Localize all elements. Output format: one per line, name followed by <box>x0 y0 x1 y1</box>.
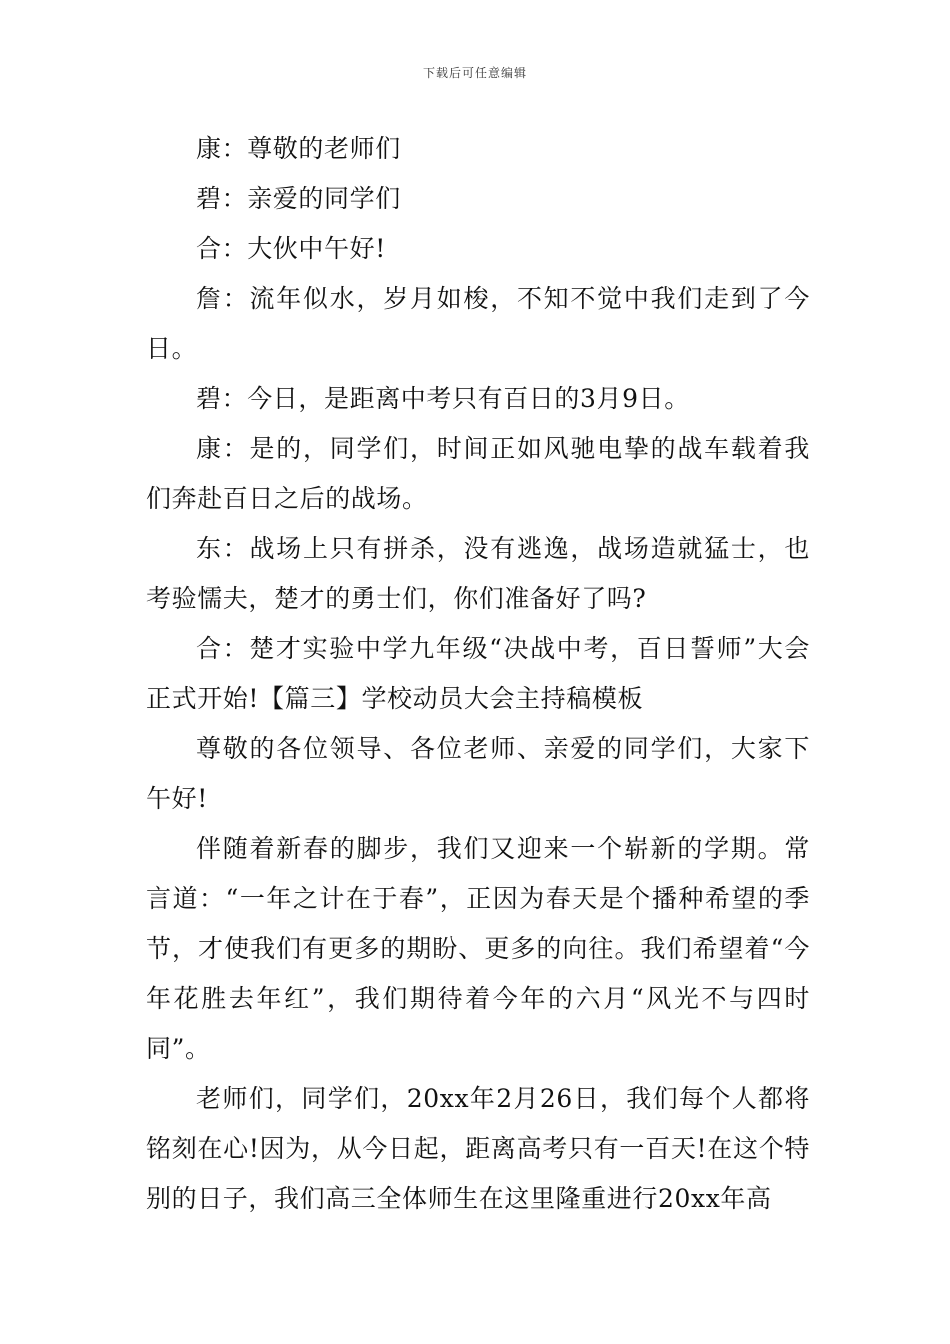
page-header: 下载后可任意编辑 <box>422 66 527 80</box>
paragraph: 詹：流年似水，岁月如梭，不知不觉中我们走到了今日。 <box>146 284 810 363</box>
paragraph: 碧：今日，是距离中考只有百日的3月9日。 <box>196 384 690 413</box>
paragraph: 康：尊敬的老师们 <box>196 134 401 163</box>
paragraph: 康：是的，同学们，时间正如风驰电挚的战车载着我们奔赴百日之后的战场。 <box>146 434 810 513</box>
paragraph: 伴随着新春的脚步，我们又迎来一个崭新的学期。常言道：“一年之计在于春”，正因为春天是个播种希望的季节，才使我们有更多的期盼、更多的向往。我们希望着“今年花胜去年红”，我们期待着今年的六月“风光不与四时同”。 <box>146 834 810 1063</box>
paragraph: 老师们，同学们，20xx年2月26日，我们每个人都将铭刻在心!因为，从今日起，距离高考只有一百天!在这个特别的日子，我们高三全体师生在这里隆重进行20xx年高 <box>146 1084 810 1213</box>
paragraph: 合：大伙中午好! <box>196 234 386 263</box>
document-body <box>146 124 810 1224</box>
paragraph: 尊敬的各位领导、各位老师、亲爱的同学们，大家下午好! <box>146 734 810 813</box>
paragraph: 合：楚才实验中学九年级“决战中考，百日誓师”大会正式开始!【篇三】学校动员大会主持稿模板 <box>146 634 810 713</box>
paragraph: 东：战场上只有拼杀，没有逃逸，战场造就猛士，也考验懦夫，楚才的勇士们，你们准备好了吗? <box>146 534 810 613</box>
paragraph: 碧：亲爱的同学们 <box>196 184 401 213</box>
